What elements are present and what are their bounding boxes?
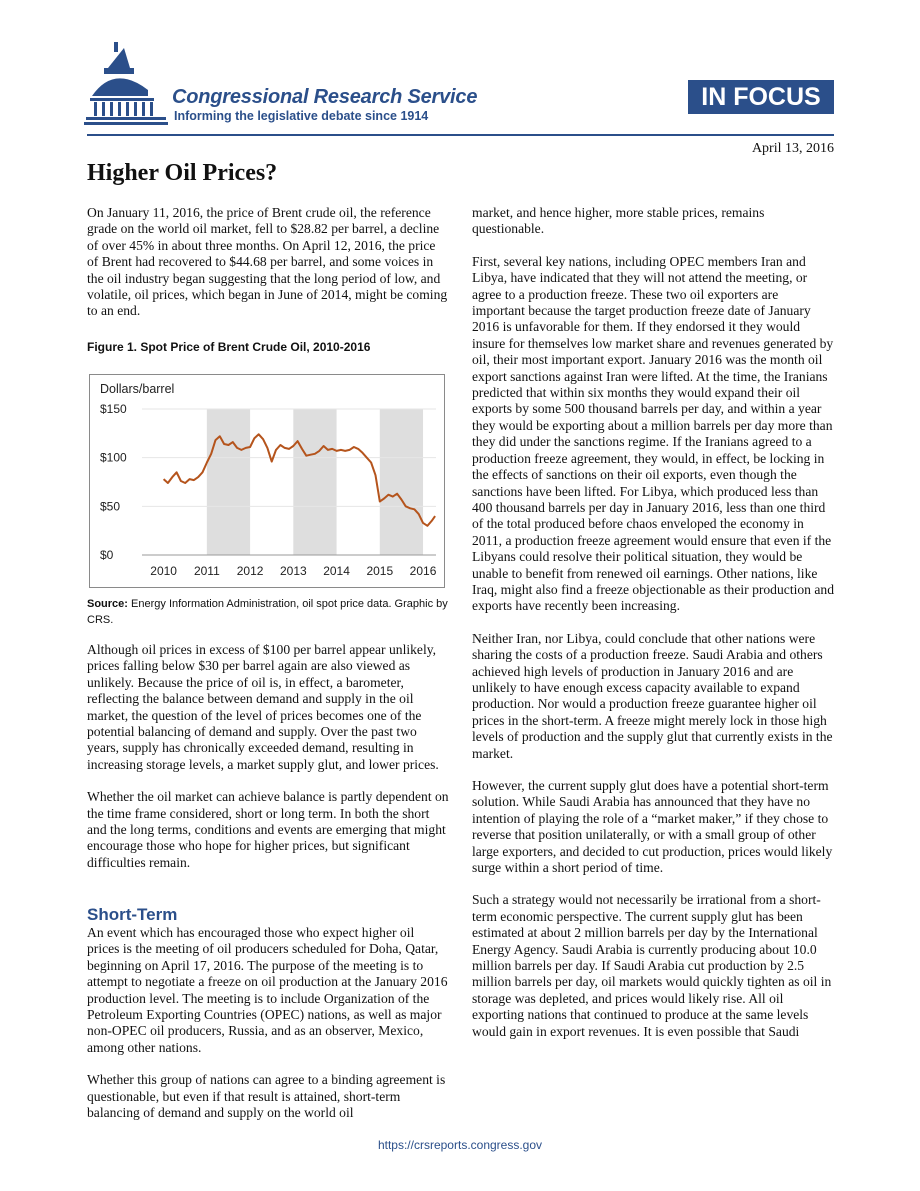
source-text: Energy Information Administration, oil spot price data. Graphic by CRS. <box>87 598 448 626</box>
paragraph-balance: Whether the oil market can achieve balance is partly dependent on the time frame considered, short or long term. In both the short and the long terms, conditions and events are emerging that might encourage those who hope for higher prices, but significant difficulties remain. <box>87 789 449 870</box>
shaded-band-2 <box>380 409 423 555</box>
right-column <box>472 205 834 1040</box>
paragraph-demand-supply: Although oil prices in excess of $100 per barrel appear unlikely, prices falling below $30 per barrel again are also viewed as unlikely. Because the price of oil is, in effect, a barometer, reflecting the balance between demand and supply in the oil market, the question of the level of prices becomes one of the potential balancing of demand and supply. Over the past two years, supply has chronically exceeded demand, resulting in increasing storage levels, a market supply glut, and lower prices. <box>87 642 439 772</box>
paragraph-iran-libya: First, several key nations, including OPEC members Iran and Libya, have indicated that they will not attend the meeting, or agree to a production freeze. These two oil exporters are important because the target production freeze date of January 2016 is unfavorable for them. If they endorsed it they would insure for themselves low market share and revenues generated by oil, their most important export. January 2016 was the month oil export sanctions against Iran were lifted. At the time, the Iranians predicted that within six months they would expand their oil exports by some 500 thousand barrels per day, and within a year they would be exporting about a million barrels per day more than they did under the sanctions regime. If the Iranians agreed to a production freeze agreement, they would, in effect, be locking in the effects of sanctions on their oil exports, even though the sanctions have been lifted. For Libya, which produced less than 400 thousand barrels per day in January 2016, less than one third of the total produced before chaos enveloped the economy in 2011, a production freeze agreement would ensure that even if the Libyans could resolve their political situation, they would be unable to benefit from renewed oil earnings. Other nations, like Iraq, might also find a freeze objectionable as their production and exports have recently been increasing. <box>472 253 834 614</box>
x-tick-label: 2016 <box>409 564 437 578</box>
header-rule <box>87 134 834 136</box>
y-tick-label: $50 <box>100 499 121 514</box>
org-name: Congressional Research Service <box>172 86 478 108</box>
left-column-bottom <box>87 925 449 1121</box>
paragraph-strategy: Such a strategy would not necessarily be irrational from a short-term economic perspective. The current supply glut has been estimated at about 2 million barrels per day by the International Energy Agency. Saudi Arabia is currently producing about 10.0 million barrels per day. If Saudi Arabia cut production by 2.5 million barrels per day, oil markets would quickly tighten as oil in storage was depleted, and prices would likely rise. All oil exporting nations that continued to produce at the same levels would gain in export revenues. It is even possible that Saudi <box>472 892 832 1039</box>
paragraph-binding-agreement: Whether this group of nations can agree to a binding agreement is questionable, but even if that result is attained, short-term balancing of demand and supply on the world oil <box>87 1072 446 1121</box>
x-tick-label: 2012 <box>236 564 264 578</box>
paragraph-intro: On January 11, 2016, the price of Brent crude oil, the reference grade on the world oil market, fell to $28.82 per barrel, a decline of over 45% in about three months. On April 12, 2016, the price of Brent had recovered to $44.68 per barrel, and some voices in the oil industry began suggesting that the long period of low, and volatile, oil prices, which began in June of 2014, might be coming to an end. <box>87 205 448 319</box>
paragraph-questionable: market, and hence higher, more stable prices, remains questionable. <box>472 205 765 237</box>
x-tick-label: 2013 <box>279 564 307 578</box>
crs-capitol-logo <box>84 40 168 132</box>
paragraph-costs-freeze: Neither Iran, nor Libya, could conclude that other nations were sharing the costs of a production freeze. Saudi Arabia and others achieved high levels of production in January 2016 and are unlikely to have enough excess capacity available to expand production. Nor would a production freeze guarantee higher oil prices in the short-term. A freeze might merely lock in those high levels of production and the supply glut that currently exists in the market. <box>472 630 833 761</box>
figure-source <box>87 596 449 628</box>
x-tick-label: 2014 <box>323 564 350 578</box>
brent-price-chart <box>89 374 445 588</box>
y-axis-label: Dollars/barrel <box>100 382 175 396</box>
publication-date: April 13, 2016 <box>751 141 834 156</box>
page-title: Higher Oil Prices? <box>87 160 278 186</box>
shaded-band-1 <box>293 409 336 555</box>
footer-url[interactable]: https://crsreports.congress.gov <box>377 1138 543 1152</box>
y-tick-label: $100 <box>100 450 127 465</box>
left-column-top <box>87 205 449 355</box>
paragraph-doha-meeting: An event which has encouraged those who expect higher oil prices is the meeting of oil producers scheduled for Doha, Qatar, beginning on April 17, 2016. The purpose of the meeting is to attempt to negotiate a freeze on oil production at the January 2016 production level. The meeting is to include Organization of the Petroleum Exporting Countries (OPEC) nations, as well as major non-OPEC oil producers, Russia, and as an observer, Mexico, among other nations. <box>87 925 448 1055</box>
section-heading-short-term: Short-Term <box>87 905 178 924</box>
y-tick-label: $150 <box>100 402 127 416</box>
x-tick-label: 2011 <box>193 564 220 578</box>
figure-caption: Figure 1. Spot Price of Brent Crude Oil, 2010-2016 <box>87 339 371 354</box>
chart-svg <box>90 375 444 587</box>
shaded-band-0 <box>207 409 250 555</box>
x-tick-label: 2010 <box>150 564 177 578</box>
x-tick-label: 2015 <box>366 564 394 578</box>
paragraph-supply-glut: However, the current supply glut does have a potential short-term solution. While Saudi Arabia has announced that they have no intention of playing the role of a “market maker,” if they chose to reverse that position unilaterally, or with a small group of other large exporters, and decided to cut production, prices would likely surge within a short period of time. <box>472 778 833 876</box>
left-column-middle <box>87 642 449 871</box>
y-tick-label: $0 <box>100 548 114 562</box>
org-tagline: Informing the legislative debate since 1914 <box>174 109 429 123</box>
source-label: Source: <box>87 598 128 610</box>
in-focus-badge: IN FOCUS <box>688 80 834 114</box>
